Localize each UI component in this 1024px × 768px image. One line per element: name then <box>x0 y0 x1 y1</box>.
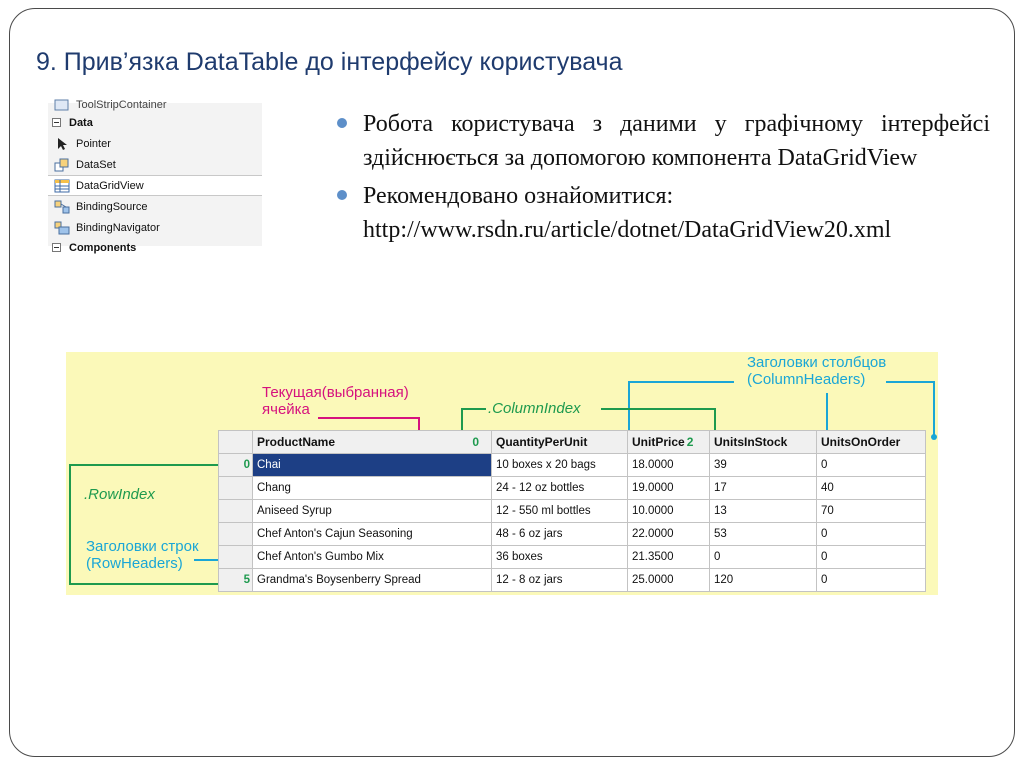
bullet-dot-icon <box>337 118 347 128</box>
bullet-dot-icon <box>337 190 347 200</box>
row-index-5-marker: 5 <box>243 574 250 586</box>
table-row[interactable] <box>219 454 926 477</box>
table-cell[interactable]: 12 - 8 oz jars <box>492 569 628 592</box>
column-header-unitsinstock[interactable]: UnitsInStock <box>710 431 817 454</box>
row-header[interactable] <box>219 477 253 500</box>
table-row[interactable] <box>219 546 926 569</box>
column-headers-annotation: Заголовки столбцов (ColumnHeaders) <box>747 354 887 388</box>
bullet-text: Робота користувача з даними у графічному інтерфейсі здійснюється за допомогою компонента DataGridView <box>363 111 990 171</box>
table-cell[interactable]: 10.0000 <box>628 500 710 523</box>
pointer-icon <box>54 137 70 151</box>
reference-link[interactable]: http://www.rsdn.ru/article/dotnet/DataGridView20.xml <box>363 217 892 243</box>
table-cell[interactable]: 70 <box>817 500 926 523</box>
toolbox-item-label: BindingNavigator <box>76 221 160 234</box>
column-header-productname[interactable]: ProductName 0 <box>253 431 492 454</box>
toolbox-item-datagridview[interactable] <box>48 175 262 196</box>
table-row[interactable] <box>219 500 926 523</box>
column-header-row <box>219 431 926 454</box>
column-index-0-marker: 0 <box>472 435 479 449</box>
top-left-header-cell <box>219 431 253 454</box>
row-index-0-marker: 0 <box>243 459 250 471</box>
bindingnavigator-icon <box>54 221 70 235</box>
row-header[interactable] <box>219 569 253 592</box>
toolbox-item-label: DataGridView <box>76 179 144 192</box>
data-grid[interactable] <box>218 430 926 592</box>
table-cell[interactable]: Chef Anton's Gumbo Mix <box>253 546 492 569</box>
toolstripcontainer-icon <box>54 98 70 112</box>
table-cell[interactable]: 0 <box>817 546 926 569</box>
table-cell[interactable]: Chang <box>253 477 492 500</box>
row-index-annotation: .RowIndex <box>84 486 155 503</box>
current-cell-annotation: Текущая(выбранная) ячейка <box>262 384 409 418</box>
table-cell[interactable]: 36 boxes <box>492 546 628 569</box>
table-row[interactable] <box>219 569 926 592</box>
datagridview-icon <box>54 179 70 193</box>
table-cell[interactable]: 0 <box>817 454 926 477</box>
toolbox-item-label: DataSet <box>76 158 116 171</box>
slide-title: 9. Прив’язка DataTable до інтерфейсу користувача <box>36 48 623 76</box>
table-cell[interactable]: 13 <box>710 500 817 523</box>
column-header-quantityperunit[interactable]: QuantityPerUnit <box>492 431 628 454</box>
toolbox-item-label: ToolStripContainer <box>76 98 167 111</box>
expand-icon[interactable] <box>52 243 61 252</box>
table-row[interactable] <box>219 477 926 500</box>
dataset-icon <box>54 158 70 172</box>
toolbox-item-label: BindingSource <box>76 200 148 213</box>
table-row[interactable] <box>219 523 926 546</box>
table-cell[interactable]: 17 <box>710 477 817 500</box>
toolbox-group-data[interactable] <box>48 112 262 133</box>
table-cell[interactable]: Aniseed Syrup <box>253 500 492 523</box>
bullet-list <box>338 107 990 247</box>
row-header[interactable] <box>219 500 253 523</box>
column-header-unitprice[interactable]: UnitPrice 2 <box>628 431 710 454</box>
table-cell[interactable]: Grandma's Boysenberry Spread <box>253 569 492 592</box>
table-cell[interactable]: 48 - 6 oz jars <box>492 523 628 546</box>
row-header[interactable] <box>219 454 253 477</box>
toolbox-item-bindingnavigator[interactable] <box>48 217 262 238</box>
column-index-2-marker: 2 <box>686 435 694 449</box>
table-cell[interactable]: 40 <box>817 477 926 500</box>
table-cell[interactable]: 21.3500 <box>628 546 710 569</box>
row-headers-annotation: Заголовки строк (RowHeaders) <box>86 538 199 572</box>
table-cell[interactable]: Chef Anton's Cajun Seasoning <box>253 523 492 546</box>
toolbox-group-label: Data <box>69 116 93 129</box>
toolbox-group-components[interactable] <box>48 237 262 258</box>
toolbox-item-label: Pointer <box>76 137 111 150</box>
table-cell[interactable]: 120 <box>710 569 817 592</box>
table-cell[interactable]: 53 <box>710 523 817 546</box>
toolbox-item-bindingsource[interactable] <box>48 196 262 217</box>
row-header[interactable] <box>219 546 253 569</box>
row-header[interactable] <box>219 523 253 546</box>
table-cell[interactable]: 22.0000 <box>628 523 710 546</box>
selected-cell[interactable]: Chai <box>253 454 492 477</box>
table-cell[interactable]: 12 - 550 ml bottles <box>492 500 628 523</box>
bindingsource-icon <box>54 200 70 214</box>
table-cell[interactable]: 18.0000 <box>628 454 710 477</box>
column-header-unitsonorder[interactable]: UnitsOnOrder <box>817 431 926 454</box>
bullet-item <box>338 179 990 247</box>
table-cell[interactable]: 24 - 12 oz bottles <box>492 477 628 500</box>
table-cell[interactable]: 25.0000 <box>628 569 710 592</box>
toolbox-item-pointer[interactable] <box>48 133 262 154</box>
table-cell[interactable]: 0 <box>710 546 817 569</box>
table-cell[interactable]: 39 <box>710 454 817 477</box>
table-cell[interactable]: 10 boxes x 20 bags <box>492 454 628 477</box>
toolbox-group-label: Components <box>69 241 137 254</box>
table-cell[interactable]: 0 <box>817 523 926 546</box>
bullet-text: Рекомендовано ознайомитися: <box>363 183 674 209</box>
table-cell[interactable]: 19.0000 <box>628 477 710 500</box>
toolbox-panel <box>48 98 262 254</box>
bullet-item <box>338 107 990 175</box>
datagridview-figure <box>66 352 938 595</box>
collapse-icon[interactable] <box>52 118 61 127</box>
toolbox-item-dataset[interactable] <box>48 154 262 175</box>
column-index-annotation: .ColumnIndex <box>488 400 581 417</box>
table-cell[interactable]: 0 <box>817 569 926 592</box>
